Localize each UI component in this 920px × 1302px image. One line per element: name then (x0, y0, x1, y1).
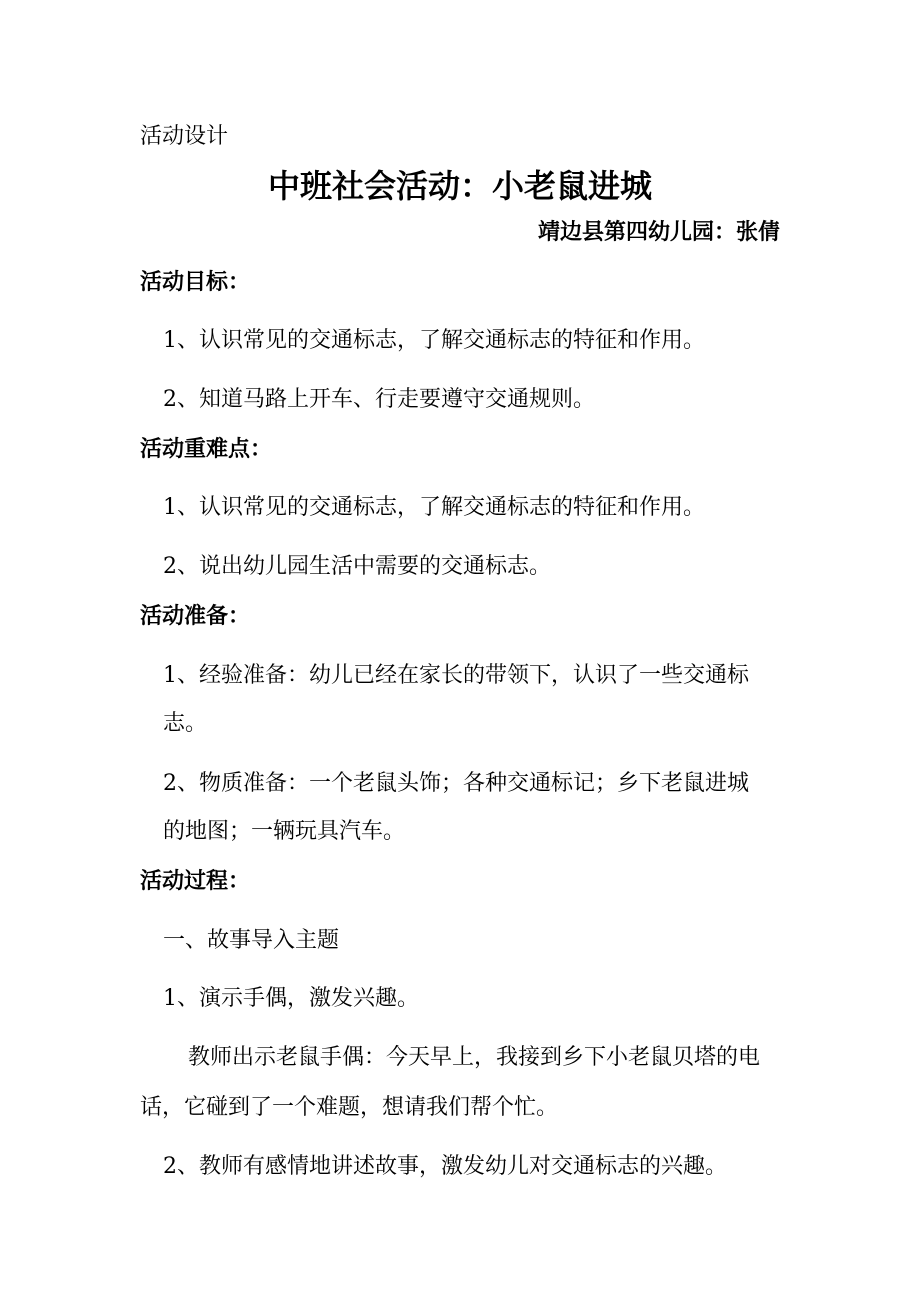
page-title: 中班社会活动：小老鼠进城 (267, 167, 652, 205)
author-line: 靖边县第四幼儿园：张倩 (537, 220, 780, 245)
preparation-item-2: 2、物质准备：一个老鼠头饰；各种交通标记；乡下老鼠进城 (163, 771, 749, 796)
process-section-1: 一、故事导入主题 (163, 928, 340, 953)
preparation-item-1: 1、经验准备：幼儿已经在家长的带领下，认识了一些交通标 (163, 663, 749, 688)
process-paragraph: 教师出示老鼠手偶：今天早上，我接到乡下小老鼠贝塔的电 (188, 1045, 761, 1070)
preparation-item-1-cont: 志。 (163, 711, 208, 736)
key-point-item-1: 1、认识常见的交通标志，了解交通标志的特征和作用。 (163, 495, 705, 520)
key-point-item-2: 2、说出幼儿园生活中需要的交通标志。 (163, 554, 551, 579)
section-heading-preparation: 活动准备： (140, 604, 251, 629)
goal-item-2: 2、知道马路上开车、行走要遵守交通规则。 (163, 387, 595, 412)
process-step-2: 2、教师有感情地讲述故事，激发幼儿对交通标志的兴趣。 (163, 1154, 727, 1179)
process-paragraph-cont: 话，它碰到了一个难题，想请我们帮个忙。 (140, 1095, 559, 1120)
section-heading-goals: 活动目标： (140, 270, 251, 295)
goal-item-1: 1、认识常见的交通标志，了解交通标志的特征和作用。 (163, 328, 705, 353)
process-step-1: 1、演示手偶，激发兴趣。 (163, 986, 419, 1011)
preparation-item-2-cont: 的地图；一辆玩具汽车。 (163, 819, 406, 844)
section-heading-key-points: 活动重难点： (140, 437, 273, 462)
section-heading-process: 活动过程： (140, 869, 251, 894)
doc-type-label: 活动设计 (140, 124, 229, 149)
